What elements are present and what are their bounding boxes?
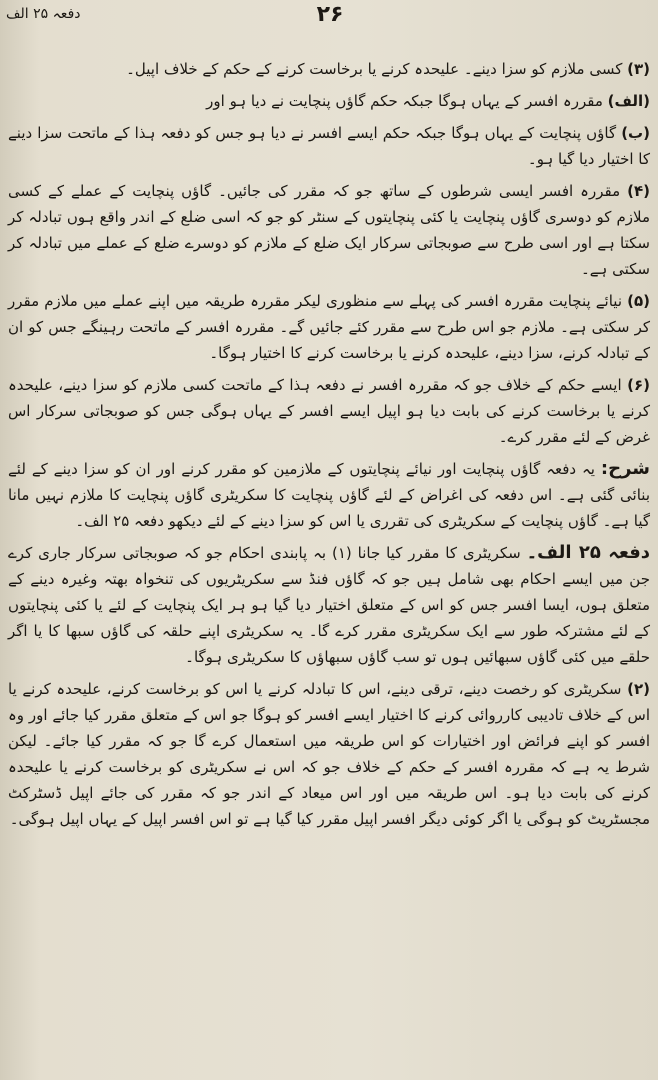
paragraph-clause-be — [8, 120, 650, 172]
commentary-label: شرح: — [600, 458, 650, 479]
paragraph-clause-alif — [8, 88, 650, 114]
paragraph-text: گاؤں پنچایت کے یہاں ہوگا جبکہ حکم ایسے افسر نے دیا ہو جس کو دفعہ ہذا کے ماتحت سزا دینے کا اختیار دیا گیا ہو۔ — [8, 124, 650, 168]
paragraph-text: مقررہ افسر ایسی شرطوں کے ساتھ جو کہ مقرر کی جائیں۔ گاؤں پنچایت کے عملے کے کسی ملازم کو دوسری گاؤں پنچایت یا کئی پنچایتوں کے سنٹر کو جو کہ اسی ضلع کے اندر واقع ہوں تبادلہ کر سکتا ہے اور اسی طرح سے صوبجاتی سرکار ایک ضلع کے ملازم کو دوسرے ضلع کے عملے میں تبادلہ کر سکتی ہے۔ — [8, 182, 650, 278]
paragraph-subsection-2 — [8, 676, 650, 832]
clause-marker: (۶) — [627, 376, 650, 394]
page-number: ۲۶ — [316, 2, 344, 27]
clause-marker: (۵) — [627, 292, 650, 310]
body-text — [8, 56, 650, 1072]
paragraph-commentary — [8, 456, 650, 534]
paragraph-clause-3 — [8, 56, 650, 82]
paragraph-clause-5 — [8, 288, 650, 366]
paragraph-text: مقررہ افسر کے یہاں ہوگا جبکہ حکم گاؤں پنچایت نے دیا ہو اور — [206, 92, 603, 110]
paragraph-text: کسی ملازم کو سزا دینے۔ علیحدہ کرنے یا برخاست کرنے کے حکم کے خلاف اپیل۔ — [126, 60, 623, 78]
paragraph-clause-4 — [8, 178, 650, 282]
paragraph-text: سکریٹری کا مقرر کیا جانا (۱) بہ پابندی احکام جو کہ صوبجاتی سرکار جاری کرے جن میں ایسے احکام بھی شامل ہیں جو کہ گاؤں فنڈ سے سکریٹریوں کی تنخواہ بھتہ وغیرہ دینے کے متعلق ہوں، ایسا افسر جس کو اس کے متعلق اختیار دیا گیا ہو ہر ایک پنچایت کے لئے یا کئی پنچایتوں کے لئے مشترکہ طور سے ایک سکریٹری مقرر کرے گا۔ یہ سکریٹری اپنے حلقہ کی گاؤں سبھا کا یا اگر حلقے میں کئی گاؤں سبھائیں ہوں تو سب گاؤں سبھاؤں کا سکریٹری ہوگا۔ — [8, 544, 650, 666]
paragraph-text: ایسے حکم کے خلاف جو کہ مقررہ افسر نے دفعہ ہذا کے ماتحت کسی ملازم کو سزا دینے، علیحدہ کرنے یا برخاست کرنے کی بابت دیا ہو اپیل ایسے افسر کے یہاں ہوگی جس کو صوبجاتی سرکار اس غرض کے لئے مقرر کرے۔ — [8, 376, 650, 446]
clause-marker: (ب) — [621, 124, 650, 142]
clause-marker: (۲) — [627, 680, 650, 698]
section-reference: دفعہ ۲۵ الف — [6, 6, 81, 22]
paragraph-clause-6 — [8, 372, 650, 450]
paragraph-text: سکریٹری کو رخصت دینے، ترقی دینے، اس کا تبادلہ کرنے یا اس کو برخاست کرنے، علیحدہ کرنے یا اس کے خلاف تادیبی کارروائی کرنے کا اختیار ایسے افسر کو ہوگا جو اس کے متعلق مقرر کیا جائے اور وہ افسر کو اپنے فرائض اور اختیارات کو اس طریقہ میں استعمال کرے گا جو کہ مقرر کیا جائے۔ لیکن شرط یہ ہے کہ مقررہ افسر کے حکم کے خلاف جو کہ اس نے سکریٹری کو برخاست کرنے یا علیحدہ کرنے کی بابت دیا ہو۔ اس طریقہ میں اور اس میعاد کے اندر جو کہ مقرر کی جائے اپیل ڈسٹرکٹ مجسٹریٹ کو ہوگی یا اگر کوئی دیگر افسر اپیل مقرر کیا گیا ہے تو اس افسر اپیل کے یہاں اپیل ہوگی۔ — [8, 680, 650, 828]
paragraph-text: نیائے پنچایت مقررہ افسر کی پہلے سے منظوری لیکر مقررہ طریقہ میں اپنے عملے میں ملازم مقرر کر سکتی ہے۔ ملازم جو اس طرح سے مقرر کئے جائیں گے۔ مقررہ افسر کے ماتحت رہینگے جس کو ان کے تبادلہ کرنے، سزا دینے، علیحدہ کرنے یا برخاست کرنے کا اختیار ہوگا۔ — [8, 292, 650, 362]
paragraph-section-25-alif — [8, 540, 650, 670]
clause-marker: (۴) — [627, 182, 650, 200]
clause-marker: (۳) — [627, 60, 650, 78]
clause-marker: (الف) — [607, 92, 650, 110]
section-heading: دفعہ ۲۵ الف۔ — [526, 542, 651, 563]
page-header — [0, 2, 658, 32]
paragraph-text: یہ دفعہ گاؤں پنچایت اور نیائے پنچایتوں کے ملازمین کو مقرر کرنے اور ان کو سزا دینے کے لئے بنائی گئی ہے۔ اس دفعہ کی اغراض کے لئے گاؤں پنچایت کا سکریٹری گاؤں پنچایت کا ملازم نہیں مانا گیا ہے۔ گاؤں پنچایت کے سکریٹری کی تقرری یا اس کو سزا دینے کے لئے دیکھو دفعہ ۲۵ الف۔ — [8, 460, 650, 530]
